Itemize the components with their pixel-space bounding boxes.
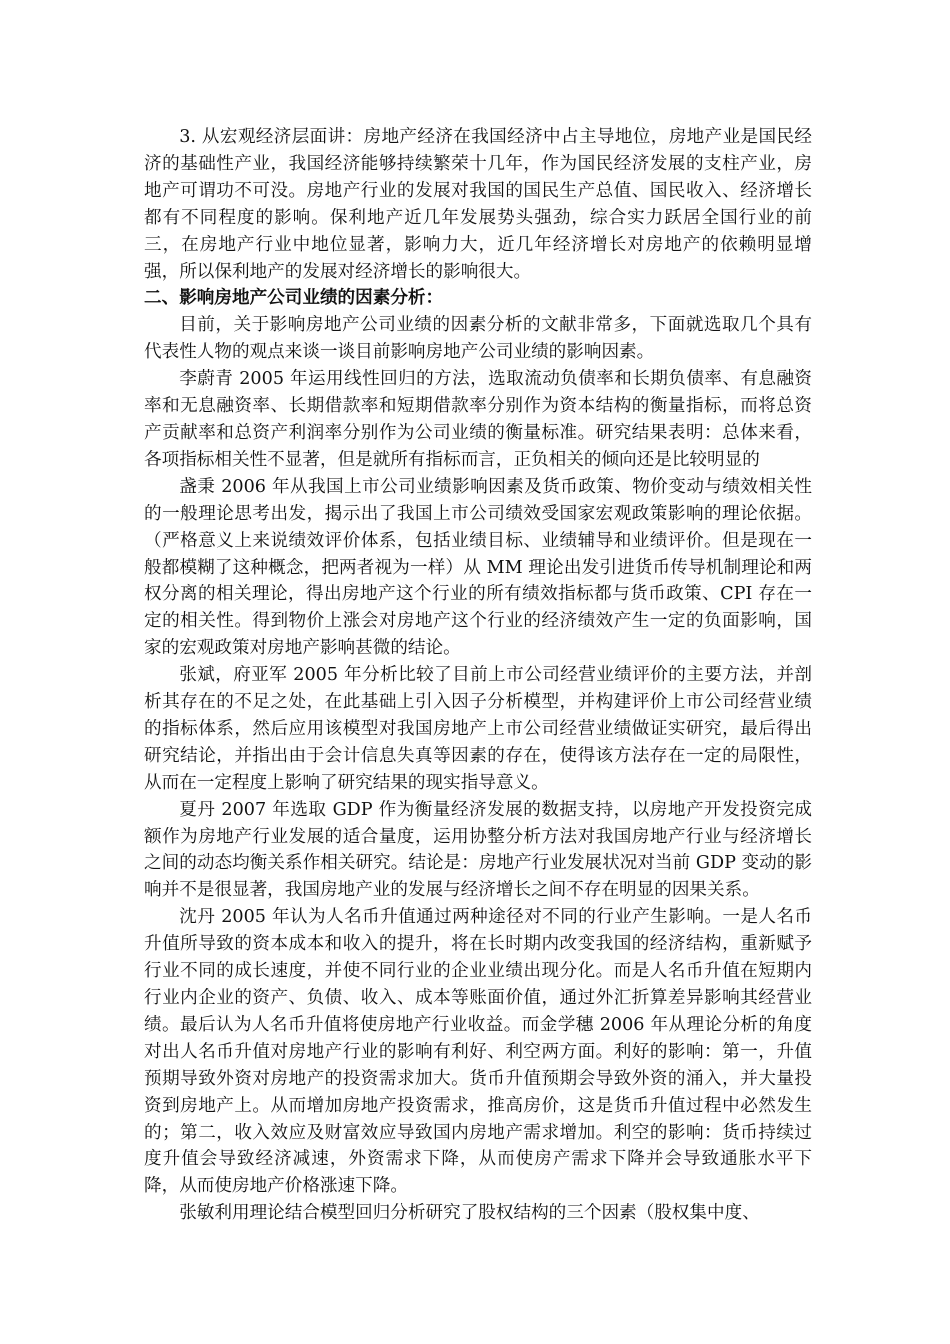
paragraph-li-weiqing: 李蔚青 2005 年运用线性回归的方法，选取流动负债率和长期负债率、有息融资率和无息融资率、长期借款率和短期借款率分别作为资本结构的衡量指标，而将总资产贡献率和总资产利润率分别作为公司业绩的衡量标准。研究结果表明：总体来看，各项指标相关性不显著，但是就所有指标而言，正负相关的倾向还是比较明显的 [144, 369, 812, 470]
paragraph-shen-dan: 沈丹 2005 年认为人名币升值通过两种途径对不同的行业产生影响。一是人名币升值所导致的资本成本和收入的提升，将在长时期内改变我国的经济结构，重新赋予行业不同的成长速度，并使不同行业的企业业绩出现分化。而是人名币升值在短期内行业内企业的资产、负债、收入、成本等账面价值，通过外汇折算差异影响其经营业绩。最后认为人名币升值将使房地产行业收益。而金学穗 2006 年从理论分析的角度对出人名币升值对房地产行业的影响有利好、利空两方面。利好的影响：第一，升值预期导致外资对房地产的投资需求加大。货币升值预期会导致外资的涌入，并大量投资到房地产上。从而增加房地产投资需求，推高房价，这是货币升值过程中必然发生的；第二，收入效应及财富效应导致国内房地产需求增加。利空的影响：货币持续过度升值会导致经济减速，外资需求下降，从而使房产需求下降并会导致通胀水平下降，从而使房地产价格涨速下降。 [144, 907, 812, 1197]
paragraph-zhan-bing: 盏秉 2006 年从我国上市公司业绩影响因素及货币政策、物价变动与绩效相关性的一般理论思考出发，揭示出了我国上市公司绩效受国家宏观政策影响的理论依据。（严格意义上来说绩效评价体系，包括业绩目标、业绩辅导和业绩评价。但是现在一般都模糊了这种概念，把两者视为一样）从 MM 理论出发引进货币传导机制理论和两权分离的相关理论，得出房地产这个行业的所有绩效指标都与货币政策、CPI 存在一定的相关性。得到物价上涨会对房地产这个行业的经济绩效产生一定的负面影响，国家的宏观政策对房地产影响甚微的结论。 [144, 476, 812, 659]
document-body [144, 124, 812, 1227]
paragraph-macro-economy: 3. 从宏观经济层面讲：房地产经济在我国经济中占主导地位，房地产业是国民经济的基础性产业，我国经济能够持续繁荣十几年，作为国民经济发展的支柱产业，房地产可谓功不可没。房地产行业的发展对我国的国民生产总值、国民收入、经济增长都有不同程度的影响。保利地产近几年发展势头强劲，综合实力跃居全国行业的前三，在房地产行业中地位显著，影响力大，近几年经济增长对房地产的依赖明显增强，所以保利地产的发展对经济增长的影响很大。 [144, 127, 812, 282]
paragraph-intro: 目前，关于影响房地产公司业绩的因素分析的文献非常多，下面就选取几个具有代表性人物的观点来谈一谈目前影响房地产公司业绩的影响因素。 [144, 315, 812, 363]
paragraph-xia-dan: 夏丹 2007 年选取 GDP 作为衡量经济发展的数据支持，以房地产开发投资完成额作为房地产行业发展的适合量度，运用协整分析方法对我国房地产行业与经济增长之间的动态均衡关系作相关研究。结论是：房地产行业发展状况对当前 GDP 变动的影响并不是很显著，我国房地产业的发展与经济增长之间不存在明显的因果关系。 [144, 799, 812, 901]
paragraph-zhang-min: 张敏利用理论结合模型回归分析研究了股权结构的三个因素（股权集中度、 [179, 1203, 760, 1224]
paragraph-zhang-bin: 张斌，府亚军 2005 年分析比较了目前上市公司经营业绩评价的主要方法，并剖析其存在的不足之处，在此基础上引入因子分析模型，并构建评价上市公司经营业绩的指标体系，然后应用该模型对我国房地产上市公司经营业绩做证实研究，最后得出研究结论，并指出由于会计信息失真等因素的存在，使得该方法存在一定的局限性，从而在一定程度上影响了研究结果的现实指导意义。 [144, 665, 812, 793]
section-heading-2: 二、影响房地产公司业绩的因素分析： [144, 287, 444, 309]
